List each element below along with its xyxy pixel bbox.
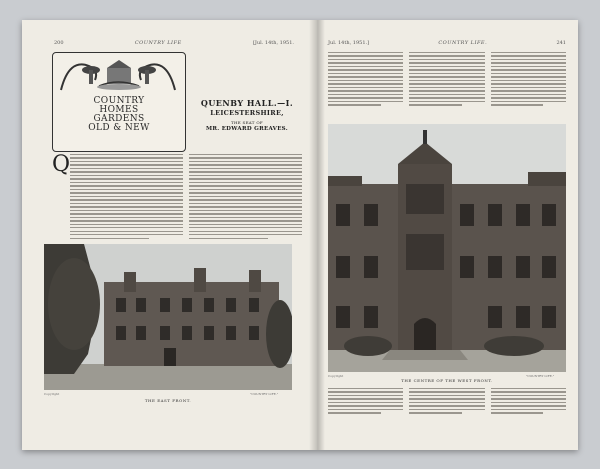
left-masthead: COUNTRY LIFE — [134, 40, 182, 46]
drop-cap: Q — [52, 152, 71, 177]
banner-word-4: OLD & NEW — [88, 123, 150, 133]
left-page-header — [54, 40, 294, 46]
left-page-number: 200 — [54, 40, 64, 46]
banner-illustration — [59, 56, 177, 92]
west-front-photo — [328, 124, 566, 372]
right-page-header — [328, 40, 566, 46]
west-front-caption: THE CENTRE OF THE WEST FRONT. — [401, 378, 493, 383]
banner-word-3: GARDENS — [93, 114, 145, 124]
right-body-text-bottom — [328, 388, 566, 414]
left-date: [Jul. 14th, 1951. — [252, 40, 294, 46]
article-title: QUENBY HALL.—I. — [200, 98, 294, 108]
right-masthead: COUNTRY LIFE. — [438, 40, 488, 46]
east-front-photo — [44, 244, 292, 390]
magazine-spread — [22, 20, 578, 450]
left-page — [22, 20, 312, 450]
left-photo-credit-right: "COUNTRY LIFE." — [250, 392, 279, 396]
article-seat-of: THE SEAT OF — [231, 120, 263, 125]
right-page — [320, 20, 578, 450]
east-front-caption: THE EAST FRONT. — [144, 398, 192, 403]
article-owner: MR. EDWARD GREAVES. — [206, 126, 288, 132]
country-homes-banner — [52, 52, 186, 152]
right-text-column-5 — [409, 388, 484, 414]
left-body-text — [70, 154, 302, 239]
banner-title — [53, 97, 185, 133]
right-body-text-top — [328, 52, 566, 106]
right-text-column-1 — [328, 52, 403, 106]
right-text-column-6 — [491, 388, 566, 414]
banner-word-2: HOMES — [99, 105, 139, 115]
left-text-column-1 — [70, 154, 183, 239]
right-text-column-2 — [409, 52, 484, 106]
right-date: Jul. 14th, 1951.] — [328, 40, 370, 46]
left-photo-credit-left: Copyright — [44, 392, 60, 396]
left-text-column-2 — [189, 154, 302, 239]
article-title-block — [192, 98, 302, 132]
banner-word-1: COUNTRY — [93, 96, 145, 106]
west-front-illustration — [328, 124, 566, 372]
right-page-number: 241 — [556, 40, 566, 46]
right-text-column-4 — [328, 388, 403, 414]
right-photo-credit-left: Copyright — [328, 374, 344, 378]
article-county: LEICESTERSHIRE, — [210, 109, 284, 117]
east-front-illustration — [44, 244, 292, 390]
right-text-column-3 — [491, 52, 566, 106]
right-photo-credit-right: "COUNTRY LIFE." — [526, 374, 555, 378]
